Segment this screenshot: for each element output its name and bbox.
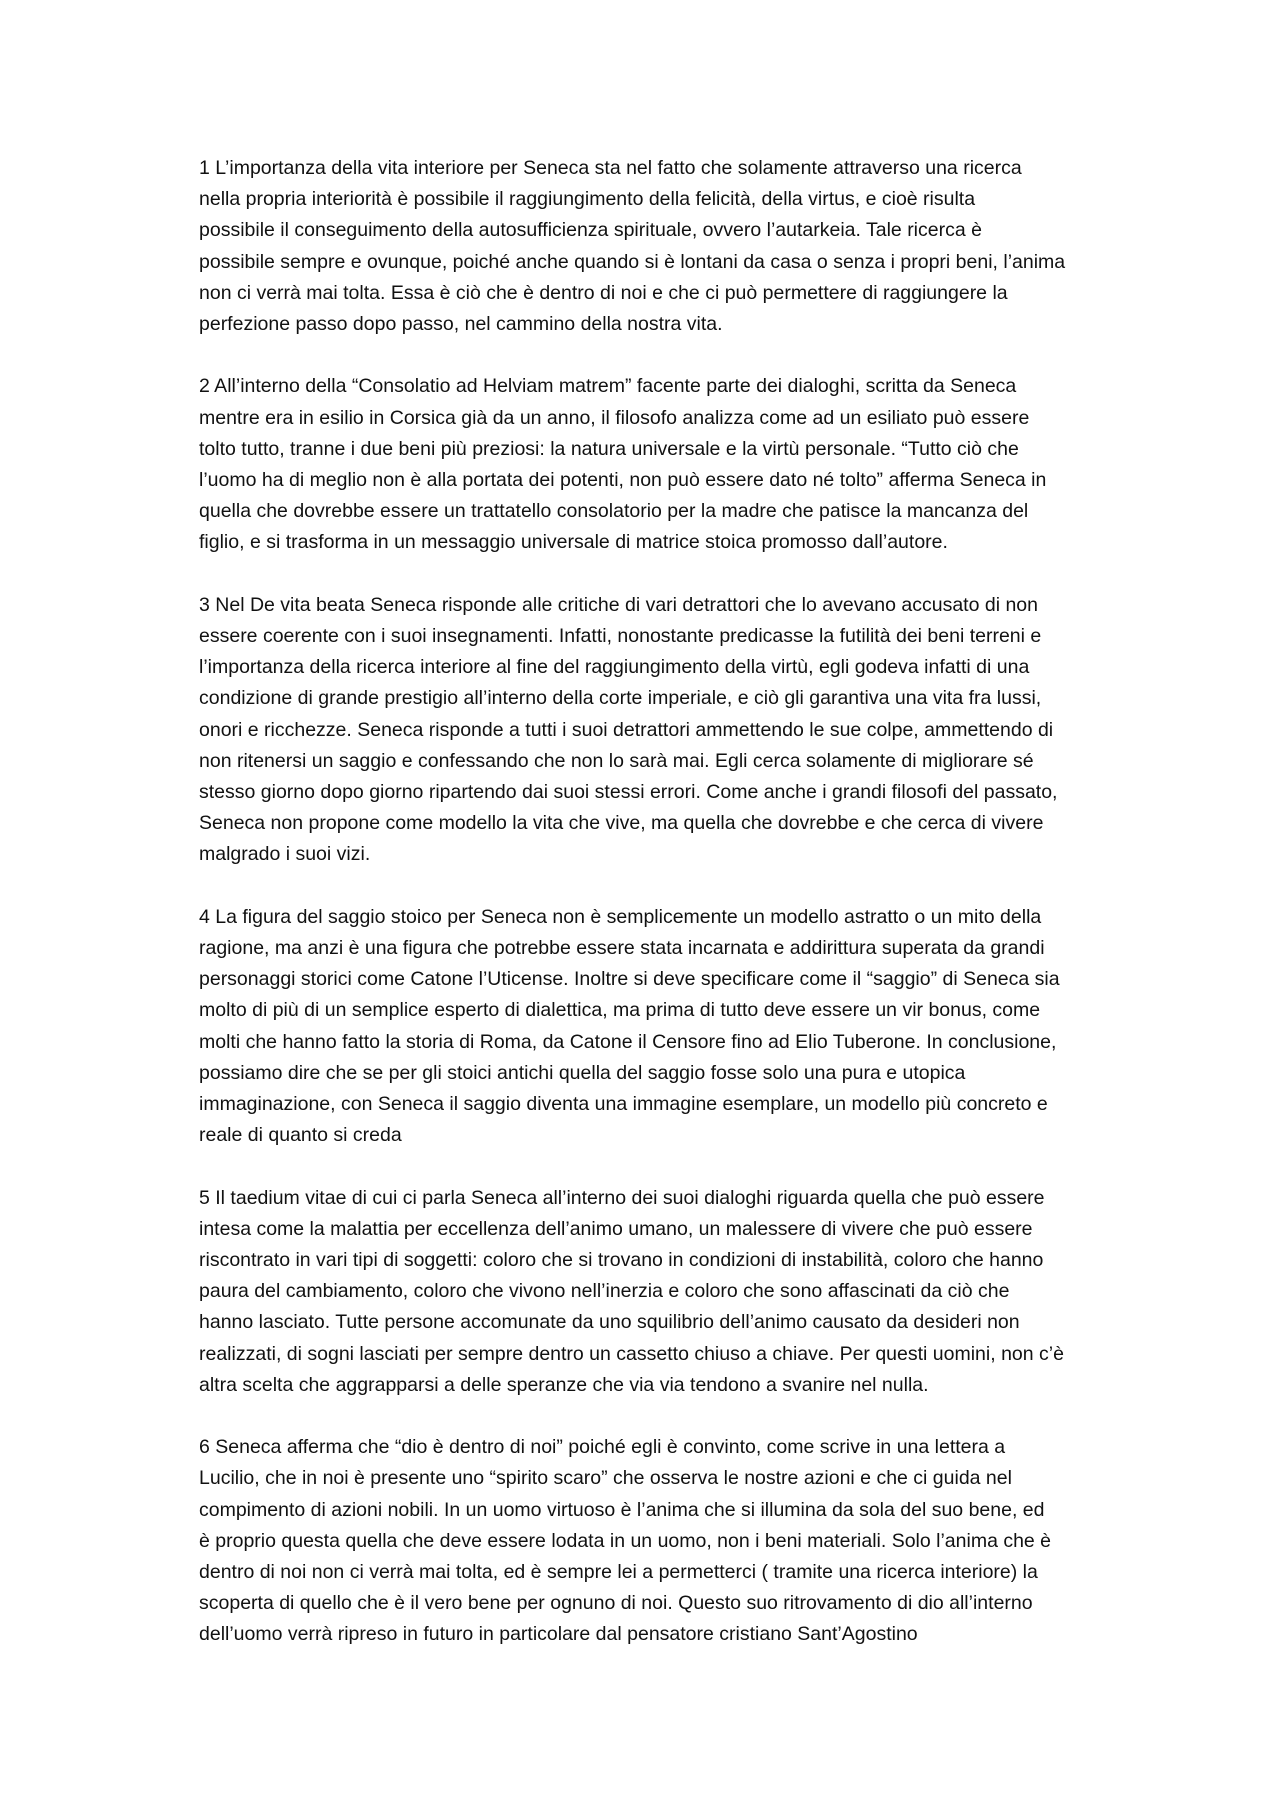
paragraph-4: 4 La figura del saggio stoico per Seneca non è semplicemente un modello astratto o un mito della ragione, ma anzi è una figura che potrebbe essere stata incarnata e addirittura superata da grandi personaggi storici come Catone l’Uticense. Inoltre si deve specificare come il “saggio” di Seneca sia molto di più di un semplice esperto di dialettica, ma prima di tutto deve essere un vir bonus, come molti che hanno fatto la storia di Roma, da Catone il Censore fino ad Elio Tuberone. In conclusione, possiamo dire che se per gli stoici antichi quella del saggio fosse solo una pura e utopica immaginazione, con Seneca il saggio diventa una immagine esemplare, un modello più concreto e reale di quanto si creda (199, 905, 1060, 1147)
paragraph-5: 5 Il taedium vitae di cui ci parla Seneca all’interno dei suoi dialoghi riguarda quella che può essere intesa come la malattia per eccellenza dell’animo umano, un malessere di vivere che può essere riscontrato in vari tipi di soggetti: coloro che si trovano in condizioni di instabilità, coloro che hanno paura del cambiamento, coloro che vivono nell’inerzia e coloro che sono affascinati da ciò che hanno lasciato. Tutte persone accomunate da uno squilibrio dell’animo causato da desideri non realizzati, di sogni lasciati per sempre dentro un cassetto chiuso a chiave. Per questi uomini, non c’è altra scelta che aggrapparsi a delle speranze che via via tendono a svanire nel nulla. (199, 1186, 1064, 1396)
paragraph-1: 1 L’importanza della vita interiore per Seneca sta nel fatto che solamente attraverso una ricerca nella propria interiorità è possibile il raggiungimento della felicità, della virtus, e cioè risulta possibile il conseguimento della autosufficienza spirituale, ovvero l’autarkeia. Tale ricerca è possibile sempre e ovunque, poiché anche quando si è lontani da casa o senza i propri beni, l’anima non ci verrà mai tolta. Essa è ciò che è dentro di noi e che ci può permettere di raggiungere la perfezione passo dopo passo, nel cammino della nostra vita. (199, 157, 1066, 336)
document-body (199, 153, 1159, 1682)
paragraph-2: 2 All’interno della “Consolatio ad Helviam matrem” facente parte dei dialoghi, scritta da Seneca mentre era in esilio in Corsica già da un anno, il filosofo analizza come ad un esiliato può essere tolto tutto, tranne i due beni più preziosi: la natura universale e la virtù personale. “Tutto ciò che l’uomo ha di meglio non è alla portata dei potenti, non può essere dato né tolto” afferma Seneca in quella che dovrebbe essere un trattatello consolatorio per la madre che patisce la mancanza del figlio, e si trasforma in un messaggio universale di matrice stoica promosso dall’autore. (199, 375, 1047, 554)
paragraph-3: 3 Nel De vita beata Seneca risponde alle critiche di vari detrattori che lo avevano accusato di non essere coerente con i suoi insegnamenti. Infatti, nonostante predicasse la futilità dei beni terreni e l’importanza della ricerca interiore al fine del raggiungimento della virtù, egli godeva infatti di una condizione di grande prestigio all’interno della corte imperiale, e ciò gli garantiva una vita fra lussi, onori e ricchezze. Seneca risponde a tutti i suoi detrattori ammettendo le sue colpe, ammettendo di non ritenersi un saggio e confessando che non lo sarà mai. Egli cerca solamente di migliorare sé stesso giorno dopo giorno ripartendo dai suoi stessi errori. Come anche i grandi filosofi del passato, Seneca non propone come modello la vita che vive, ma quella che dovrebbe e che cerca di vivere malgrado i suoi vizi. (199, 593, 1058, 866)
paragraph-6: 6 Seneca afferma che “dio è dentro di noi” poiché egli è convinto, come scrive in una lettera a Lucilio, che in noi è presente uno “spirito scaro” che osserva le nostre azioni e che ci guida nel compimento di azioni nobili. In un uomo virtuoso è l’anima che si illumina da sola del suo bene, ed è proprio questa quella che deve essere lodata in un uomo, non i beni materiali. Solo l’anima che è dentro di noi non ci verrà mai tolta, ed è sempre lei a permetterci ( tramite una ricerca interiore) la scoperta di quello che è il vero bene per ognuno di noi. Questo suo ritrovamento di dio all’interno dell’uomo verrà ripreso in futuro in particolare dal pensatore cristiano Sant’Agostino (199, 1436, 1052, 1646)
